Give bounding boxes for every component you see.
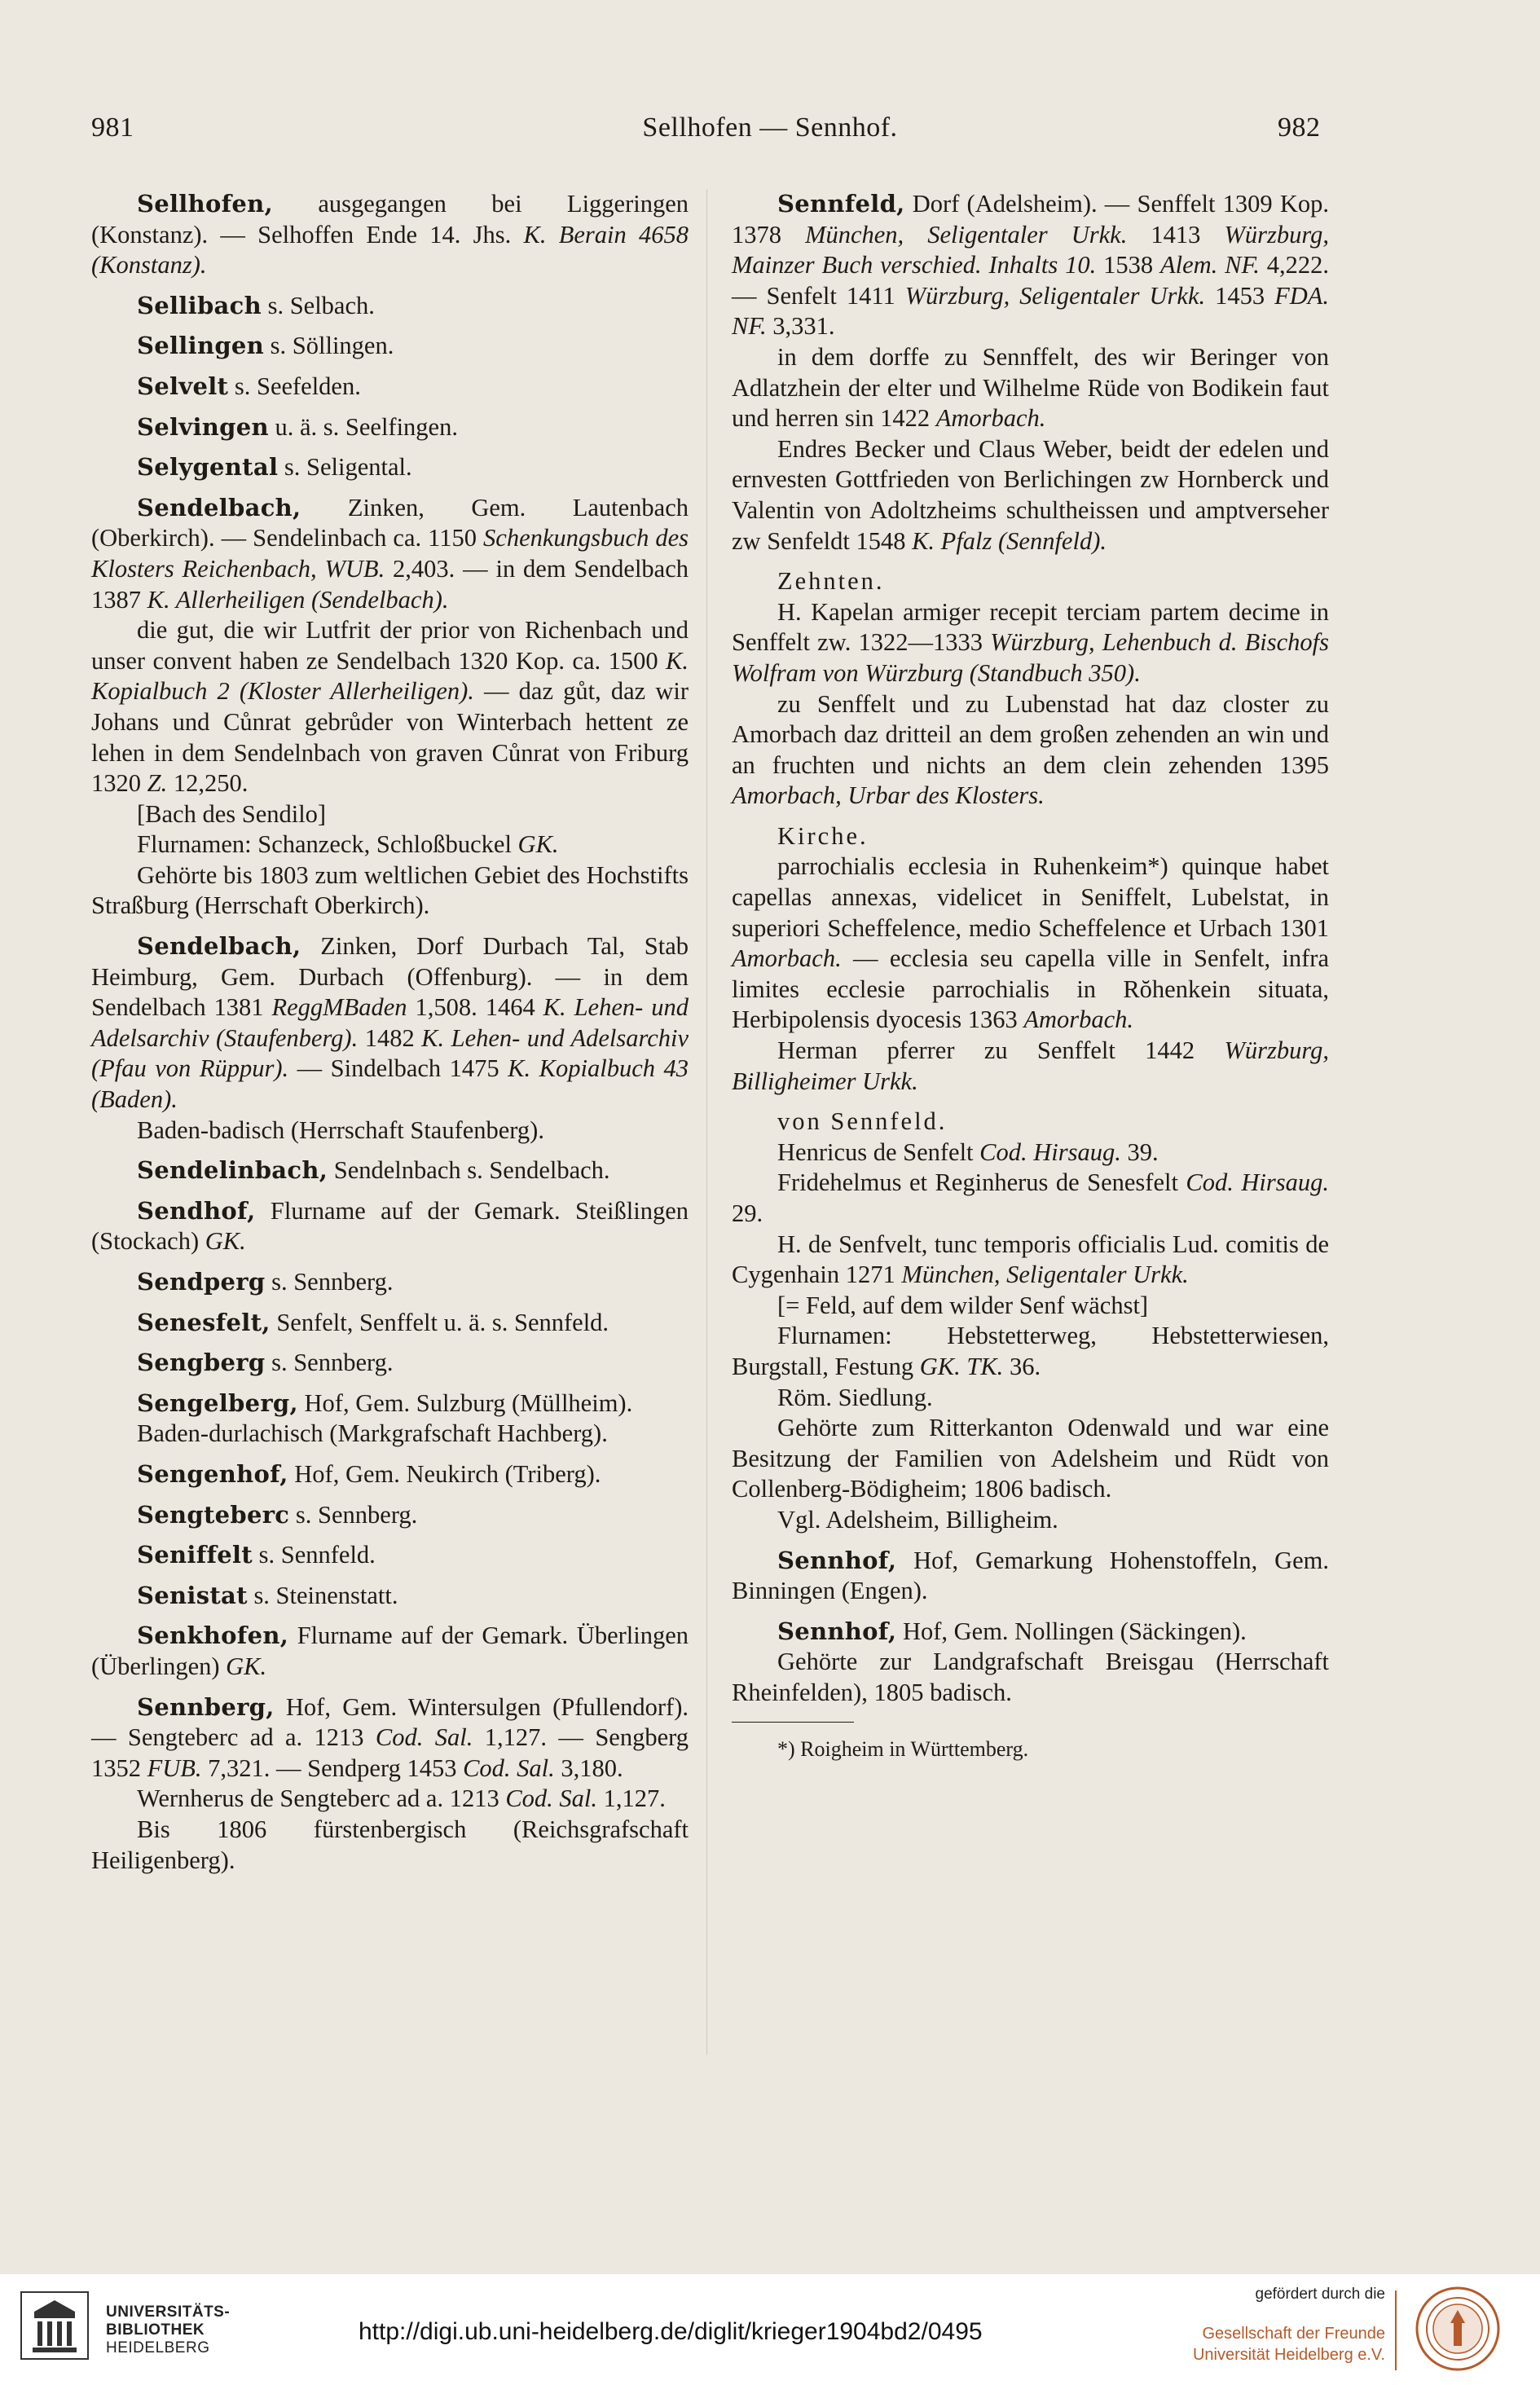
source-citation: K. Allerheiligen (Sendelbach).	[147, 585, 449, 614]
entry	[91, 1581, 689, 1612]
entry	[91, 1348, 689, 1379]
source-citation: Schenkungsbuch des Klosters Reichenbach, WUB.	[91, 524, 689, 583]
entry-paragraph	[732, 851, 1329, 1036]
entry-text: Bis 1806 fürstenbergisch (Reichsgrafschaft Heiligenberg).	[91, 1815, 689, 1874]
source-citation: K. Kopialbuch 2 (Kloster Allerheiligen).	[91, 646, 689, 706]
entry-text: Hof, Gem. Wintersulgen (Pfullendorf). — Sengteberc ad a. 1213	[91, 1692, 689, 1752]
footnote: *) Roigheim in Württemberg.	[777, 1736, 1029, 1761]
section-subheading: von Sennfeld.	[777, 1107, 948, 1136]
society-seal-icon	[1415, 2286, 1501, 2372]
entry-headword: Sendelbach,	[137, 932, 301, 961]
entry	[91, 1388, 689, 1419]
entry-text: 2,403. — in dem Sendelbach 1387	[91, 554, 689, 614]
entry-text: Gehörte bis 1803 zum weltlichen Gebiet des Hochstifts Straßburg (Herrschaft Oberkirch).	[91, 860, 689, 920]
source-citation: ReggMBaden	[271, 993, 407, 1022]
entry-text: — daz gůt, daz wir Johans und Cůnrat gebrůder von Winterbach hettent ze lehen in dem Sendelnbach von graven Cůnrat von Friburg 1320	[91, 677, 689, 798]
entry-paragraph	[732, 689, 1329, 812]
entry-headword: Sengteberc	[137, 1500, 290, 1529]
society-name-line1: Gesellschaft der Freunde	[1202, 2325, 1385, 2343]
entry-text: Wernherus de Sengteberc ad a. 1213	[137, 1784, 506, 1813]
entry-text: Fridehelmus et Reginherus de Senesfelt	[777, 1168, 1186, 1197]
source-citation: Cod. Sal.	[505, 1784, 598, 1813]
entry-text: 1482	[358, 1023, 422, 1052]
entry-paragraph	[732, 1036, 1329, 1097]
entry-headword: Sengberg	[137, 1349, 266, 1377]
entry-text: 1413	[1127, 220, 1225, 249]
entry	[732, 189, 1329, 342]
entry-text: Vgl. Adelsheim, Billigheim.	[777, 1505, 1058, 1534]
entry-text: 36.	[1003, 1352, 1041, 1380]
source-citation: K. Lehen- und Adelsarchiv (Pfau von Rüppur).	[91, 1023, 689, 1083]
entry-paragraph	[91, 829, 689, 860]
source-citation: FDA. NF.	[732, 281, 1329, 341]
entry-headword: Selygental	[137, 453, 279, 482]
section-subheading: Kirche.	[777, 821, 869, 850]
entry	[91, 1308, 689, 1339]
entry-headword: Sendelinbach,	[137, 1156, 328, 1185]
entry-paragraph	[732, 434, 1329, 557]
entry-paragraph	[732, 1137, 1329, 1168]
entry-paragraph	[732, 1413, 1329, 1505]
entry	[91, 412, 689, 443]
source-citation: GK.	[205, 1227, 246, 1256]
entry-paragraph	[91, 1784, 689, 1815]
section-subheading: Zehnten.	[777, 567, 885, 596]
source-citation: Amorbach.	[1023, 1005, 1134, 1034]
entry-text: 1538	[1096, 251, 1160, 279]
entry-text: Herman pferrer zu Senffelt 1442	[777, 1036, 1225, 1065]
entry	[91, 189, 689, 281]
entry-text: in dem dorffe zu Sennffelt, des wir Beringer von Adlatzhein der elter und Wilhelme Rüde von Bodikein faut und herren sin 1422	[732, 342, 1329, 433]
entry	[91, 372, 689, 403]
entry-text: s. Sennberg.	[289, 1500, 418, 1529]
entry-headword: Selvelt	[137, 372, 229, 400]
entry-paragraph	[91, 860, 689, 922]
entry-text: parrochialis ecclesia in Ruhenkeim*) quinque habet capellas annexas, videlicet in Seniffelt, Lubelstat, in superiori Scheffelence, medio Scheffelence et Urbach 1301	[732, 852, 1329, 942]
society-name-line2: Universität Heidelberg e.V.	[1192, 2346, 1385, 2364]
permalink-url[interactable]: http://digi.ub.uni-heidelberg.de/diglit/krieger1904bd2/0495	[359, 2318, 983, 2345]
entry-text: 39.	[1120, 1137, 1159, 1166]
entry-text: Baden-durlachisch (Markgrafschaft Hachberg).	[137, 1419, 608, 1448]
entry-text: s. Söllingen.	[264, 332, 394, 360]
entry-text: s. Sennfeld.	[253, 1541, 376, 1569]
source-citation: München, Seligentaler Urkk.	[901, 1261, 1189, 1289]
left-column	[91, 189, 689, 1876]
entry-headword: Sengenhof,	[137, 1459, 288, 1488]
source-citation: FUB.	[147, 1754, 202, 1782]
library-name-line3: HEIDELBERG	[106, 2339, 210, 2356]
entry-paragraph	[91, 799, 689, 830]
entry-text: Hof, Gemarkung Hohenstoffeln, Gem. Binningen (Engen).	[732, 1546, 1329, 1605]
library-name-line2: BIBLIOTHEK	[106, 2321, 205, 2339]
source-citation: Würzburg, Billigheimer Urkk.	[732, 1036, 1329, 1095]
entry	[91, 452, 689, 483]
entry-text: Baden-badisch (Herrschaft Staufenberg).	[137, 1115, 544, 1144]
entry-text: ausgegangen bei Liggeringen (Konstanz). — Selhoffen Ende 14. Jhs.	[91, 190, 689, 249]
entry-headword: Selvingen	[137, 412, 269, 441]
entry-headword: Senistat	[137, 1581, 248, 1609]
entry-text: Henricus de Senfelt	[777, 1137, 980, 1166]
footnote-rule	[732, 1722, 854, 1723]
entry-headword: Sennfeld,	[777, 190, 905, 218]
source-citation: K. Berain 4658 (Konstanz).	[91, 220, 689, 279]
source-citation: GK.	[226, 1652, 267, 1680]
entry-text: 7,321. — Sendperg 1453	[201, 1754, 464, 1782]
entry-paragraph	[91, 1815, 689, 1876]
page-number-right: 982	[1278, 112, 1321, 143]
column-divider	[706, 189, 707, 2055]
entry-text: Dorf (Adelsheim). — Senffelt 1309 Kop. 1378	[732, 190, 1329, 249]
entry-headword: Sendhof,	[137, 1196, 256, 1225]
entry-headword: Sellingen	[137, 332, 265, 360]
entry	[91, 1196, 689, 1257]
entry-paragraph	[732, 1168, 1329, 1229]
entry-paragraph	[732, 342, 1329, 434]
source-citation: Amorbach.	[935, 404, 1046, 433]
entry-text: 1,127.	[597, 1784, 666, 1813]
library-seal-icon	[18, 2289, 91, 2362]
entry-text: [Bach des Sendilo]	[137, 799, 327, 828]
source-citation: GK.	[517, 830, 559, 859]
entry-text: Röm. Siedlung.	[777, 1383, 933, 1411]
entry-paragraph	[732, 1230, 1329, 1291]
entry	[91, 1459, 689, 1490]
entry-text: 12,250.	[167, 769, 249, 798]
entry-headword: Sennhof,	[777, 1546, 897, 1574]
entry	[91, 493, 689, 615]
entry-text: die gut, die wir Lutfrit der prior von Richenbach und unser convent haben ze Sendelbach 1320 Kop. ca. 1500	[91, 616, 689, 675]
entry-paragraph	[732, 1321, 1329, 1382]
entry-paragraph	[91, 1115, 689, 1146]
entry	[91, 1155, 689, 1186]
source-citation: Würzburg, Mainzer Buch verschied. Inhalts 10.	[732, 220, 1329, 279]
entry-headword: Senkhofen,	[137, 1622, 289, 1650]
entry-headword: Sennhof,	[777, 1617, 897, 1645]
source-citation: K. Lehen- und Adelsarchiv (Staufenberg).	[91, 993, 689, 1052]
entry	[91, 291, 689, 322]
entry	[91, 1500, 689, 1531]
entry-text: Gehörte zur Landgrafschaft Breisgau (Herrschaft Rheinfelden), 1805 badisch.	[732, 1648, 1329, 1706]
page-number-left: 981	[91, 112, 134, 143]
entry-text: 3,180.	[554, 1754, 623, 1782]
entry-paragraph	[732, 1647, 1329, 1708]
entry-text: — ecclesia seu capella ville in Senfelt, infra limites ecclesie parrochialis in Rŏhenkein situata, Herbipolensis dyocesis 1363	[732, 944, 1329, 1034]
source-citation: GK. TK.	[919, 1352, 1004, 1380]
entry-text: 1,127. — Sengberg 1352	[91, 1723, 689, 1782]
right-column	[732, 189, 1329, 1764]
library-name-line1: UNIVERSITÄTS-	[106, 2304, 231, 2321]
entry-text: Hof, Gem. Sulzburg (Müllheim).	[297, 1388, 633, 1417]
entry-text: Sendelnbach s. Sendelbach.	[328, 1156, 610, 1185]
source-citation: Amorbach.	[732, 944, 842, 973]
entry-text: s. Steinenstatt.	[247, 1581, 398, 1609]
entry-text: — Sindelbach 1475	[288, 1054, 508, 1083]
source-citation: Cod. Sal.	[463, 1754, 555, 1782]
entry-text: H. de Senfvelt, tunc temporis officialis Lud. comitis de Cygenhain 1271	[732, 1230, 1329, 1289]
entry-text: Zinken, Gem. Lautenbach (Oberkirch). — Sendelinbach ca. 1150	[91, 493, 689, 552]
entry-headword: Senesfelt,	[137, 1308, 271, 1336]
entry-paragraph	[732, 597, 1329, 689]
entry-text: Hof, Gem. Nollingen (Säckingen).	[896, 1617, 1247, 1645]
entry-text: zu Senffelt und zu Lubenstad hat daz closter zu Amorbach daz dritteil an dem großen zehenden an win und an fruchten und nichts an dem clein zehenden 1395	[732, 689, 1329, 779]
entry-headword: Sennberg,	[137, 1692, 275, 1721]
entry-text: s. Seligental.	[278, 453, 412, 482]
entry-headword: Sengelberg,	[137, 1388, 298, 1417]
entry-paragraph	[732, 1383, 1329, 1414]
entry-text: s. Sennberg.	[265, 1268, 394, 1296]
entry-text: Flurname auf der Gemark. Überlingen (Überlingen)	[91, 1622, 689, 1680]
entry-text: s. Sennberg.	[265, 1349, 394, 1377]
entry-text: Endres Becker und Claus Weber, beidt der edelen und ernvesten Gottfrieden von Berlichingen zw Hornberck und Valentin von Adoltzheims schultheissen und amptverseher zw Senfeldt 1548	[732, 434, 1329, 555]
entry	[91, 1692, 689, 1784]
entry-text: s. Seefelden.	[228, 372, 361, 400]
entry-headword: Sellibach	[137, 291, 262, 319]
entry	[732, 1617, 1329, 1648]
funded-by-label: gefördert durch die	[1255, 2286, 1385, 2303]
entry-text: H. Kapelan armiger recepit terciam partem decime in Senffelt zw. 1322—1333	[732, 597, 1329, 657]
entry-text: Hof, Gem. Neukirch (Triberg).	[288, 1459, 601, 1488]
entry-headword: Sellhofen,	[137, 190, 273, 218]
entry	[732, 1546, 1329, 1607]
entry-text: Gehörte zum Ritterkanton Odenwald und war eine Besitzung der Familien von Adelsheim und Rüdt von Collenberg-Bödigheim; 1806 badisch.	[732, 1414, 1329, 1503]
entry-text: Zinken, Dorf Durbach Tal, Stab Heimburg, Gem. Durbach (Offenburg). — in dem Sendelbach 1381	[91, 932, 689, 1022]
footer-bar	[0, 2273, 1540, 2385]
entry-paragraph	[732, 1291, 1329, 1322]
entry	[91, 1267, 689, 1298]
entry-headword: Sendperg	[137, 1268, 266, 1296]
entry-text: 3,331.	[766, 312, 835, 341]
entry-text: u. ä. s. Seelfingen.	[268, 412, 458, 441]
entry	[91, 931, 689, 1115]
source-citation: Würzburg, Seligentaler Urkk.	[904, 281, 1206, 310]
entry-text: [= Feld, auf dem wilder Senf wächst]	[777, 1291, 1149, 1319]
source-citation: K. Kopialbuch 43 (Baden).	[91, 1054, 689, 1114]
entry-text: Flurnamen: Schanzeck, Schloßbuckel	[137, 830, 518, 859]
source-citation: Cod. Hirsaug.	[979, 1137, 1121, 1166]
entry-headword: Sendelbach,	[137, 493, 301, 521]
footer-divider	[1395, 2290, 1397, 2370]
entry-headword: Seniffelt	[137, 1541, 253, 1569]
source-citation: Cod. Hirsaug.	[1186, 1168, 1329, 1197]
entry	[91, 331, 689, 362]
source-citation: K. Pfalz (Sennfeld).	[912, 526, 1107, 555]
entry-text: Senfelt, Senffelt u. ä. s. Sennfeld.	[270, 1308, 609, 1336]
entry-text: s. Selbach.	[261, 291, 375, 319]
source-citation: Alem. NF.	[1160, 251, 1260, 279]
entry-text: 1453	[1205, 281, 1275, 310]
running-head: Sellhofen — Sennhof.	[642, 112, 898, 143]
entry-text: 29.	[732, 1199, 763, 1227]
source-citation: München, Seligentaler Urkk.	[805, 220, 1128, 249]
entry-paragraph	[91, 1419, 689, 1450]
entry-text: 1,508. 1464	[407, 993, 543, 1022]
entry-paragraph	[91, 615, 689, 799]
source-citation: Würzburg, Lehenbuch d. Bischofs Wolfram von Würzburg (Standbuch 350).	[732, 628, 1329, 687]
source-citation: Cod. Sal.	[375, 1723, 473, 1752]
entry	[91, 1540, 689, 1571]
entry-paragraph	[732, 1505, 1329, 1536]
entry-text: 4,222. — Senfelt 1411	[732, 251, 1329, 310]
entry-text: Flurnamen: Hebstetterweg, Hebstetterwiesen, Burgstall, Festung	[732, 1322, 1329, 1380]
source-citation: Amorbach, Urbar des Klosters.	[732, 781, 1045, 810]
entry-text: Flurname auf der Gemark. Steißlingen (Stockach)	[91, 1196, 689, 1256]
source-citation: Z.	[147, 769, 168, 798]
entry	[91, 1621, 689, 1682]
